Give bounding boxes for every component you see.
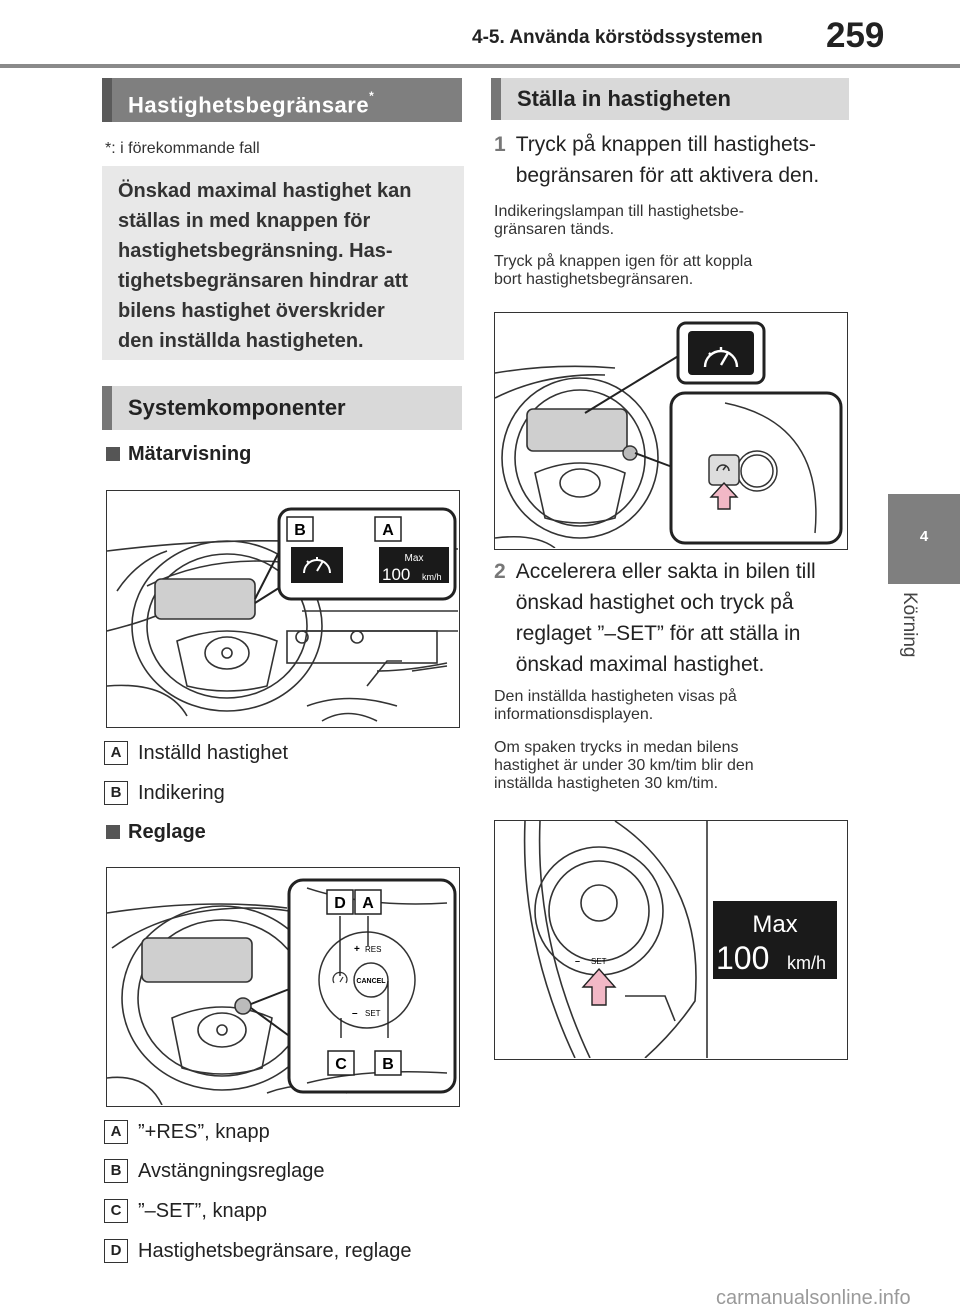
controls-legend-a: A ”+RES”, knapp bbox=[104, 1120, 270, 1144]
step-1 bbox=[494, 129, 819, 191]
summary-box bbox=[102, 166, 464, 360]
page-number: 259 bbox=[826, 16, 885, 55]
step-2 bbox=[494, 556, 816, 680]
summary-line: hastighetsbegränsning. Has- bbox=[118, 240, 393, 262]
chapter-number: 4 bbox=[919, 528, 929, 545]
note-line: Tryck på knappen igen för att koppla bbox=[494, 253, 753, 270]
step-line: Accelerera eller sakta in bilen till bbox=[515, 560, 816, 583]
heading-footnote-mark: * bbox=[369, 89, 375, 103]
cancel-button-label: CANCEL bbox=[356, 978, 386, 985]
legend-badge: C bbox=[104, 1199, 128, 1223]
legend-badge: D bbox=[104, 1239, 128, 1263]
note-line: Om spaken trycks in medan bilens bbox=[494, 739, 739, 756]
meter-callout-a: A bbox=[382, 522, 394, 539]
controls-legend-b: B Avstängningsreglage bbox=[104, 1159, 324, 1183]
set-figure bbox=[494, 820, 848, 1060]
legend-badge: B bbox=[104, 1159, 128, 1183]
summary-line: ställas in med knappen för bbox=[118, 210, 371, 232]
meter-speed-unit: km/h bbox=[422, 572, 442, 582]
display-speed-unit: km/h bbox=[787, 953, 827, 973]
note-line: hastighet är under 30 km/tim blir den bbox=[494, 757, 754, 774]
header-rule bbox=[0, 64, 960, 68]
note-line: Indikeringslampan till hastighetsbe- bbox=[494, 203, 744, 220]
legend-badge: A bbox=[104, 1120, 128, 1144]
note-line: bort hastighetsbegränsaren. bbox=[494, 271, 694, 288]
set-speed-heading: Ställa in hastigheten bbox=[491, 78, 849, 120]
controls-figure bbox=[106, 867, 460, 1107]
step-number: 2 bbox=[494, 560, 506, 583]
step-line: önskad hastighet och tryck på bbox=[515, 591, 794, 614]
controls-callout-d: D bbox=[334, 895, 346, 912]
step-line: begränsaren för att aktivera den. bbox=[515, 164, 820, 187]
meter-speed-value: 100 bbox=[382, 565, 411, 584]
summary-line: tighetsbegränsaren hindrar att bbox=[118, 270, 409, 292]
note-display bbox=[494, 688, 737, 724]
note-low-speed bbox=[494, 739, 754, 793]
speed-limiter-heading: Hastighetsbegränsare* bbox=[102, 78, 462, 122]
step-line: Tryck på knappen till hastighets- bbox=[515, 133, 817, 156]
components-heading: Systemkomponenter bbox=[102, 386, 462, 430]
meter-legend-b: B Indikering bbox=[104, 781, 225, 805]
note-line: gränsaren tänds. bbox=[494, 221, 615, 238]
section-title: 4-5. Använda körstödssystemen bbox=[472, 27, 763, 48]
note-line: Den inställda hastigheten visas på bbox=[494, 688, 737, 705]
legend-badge: A bbox=[104, 741, 128, 765]
note-line: informationsdisplayen. bbox=[494, 706, 654, 723]
bullet-square bbox=[106, 447, 120, 461]
footnote: *: i förekommande fall bbox=[105, 140, 260, 157]
set-button-label: SET bbox=[365, 1009, 381, 1018]
summary-line: den inställda hastigheten. bbox=[118, 330, 364, 352]
step-number: 1 bbox=[494, 133, 506, 156]
step-line: önskad maximal hastighet. bbox=[515, 653, 765, 676]
res-button-label: RES bbox=[365, 945, 382, 954]
meter-figure bbox=[106, 490, 460, 728]
switch-figure bbox=[494, 312, 848, 550]
watermark: carmanualsonline.info bbox=[716, 1287, 911, 1309]
set-switch-label: SET bbox=[591, 957, 607, 966]
summary-line: Önskad maximal hastighet kan bbox=[118, 180, 412, 202]
chapter-label: Körning bbox=[899, 592, 920, 658]
note-line: inställda hastigheten 30 km/tim. bbox=[494, 775, 719, 792]
meter-subheading: Mätarvisning bbox=[106, 443, 251, 466]
controls-callout-b: B bbox=[382, 1056, 394, 1073]
svg-text:–: – bbox=[352, 1008, 358, 1019]
controls-callout-a: A bbox=[362, 895, 374, 912]
bullet-square bbox=[106, 825, 120, 839]
meter-callout-b: B bbox=[294, 522, 306, 539]
meter-legend-a: A Inställd hastighet bbox=[104, 741, 288, 765]
note-indicator bbox=[494, 203, 744, 239]
meter-max-label: Max bbox=[404, 553, 424, 564]
svg-text:+: + bbox=[354, 944, 360, 955]
summary-line: bilens hastighet överskrider bbox=[118, 300, 385, 322]
note-deactivate bbox=[494, 253, 752, 289]
controls-subheading: Reglage bbox=[106, 821, 206, 844]
step-line: reglaget ”–SET” för att ställa in bbox=[515, 622, 801, 645]
display-speed-value: 100 bbox=[716, 940, 770, 976]
controls-legend-d: D Hastighetsbegränsare, reglage bbox=[104, 1239, 412, 1263]
display-max-label: Max bbox=[752, 911, 798, 938]
controls-callout-c: C bbox=[335, 1056, 347, 1073]
svg-text:–: – bbox=[575, 956, 581, 966]
controls-legend-c: C ”–SET”, knapp bbox=[104, 1199, 267, 1223]
legend-badge: B bbox=[104, 781, 128, 805]
